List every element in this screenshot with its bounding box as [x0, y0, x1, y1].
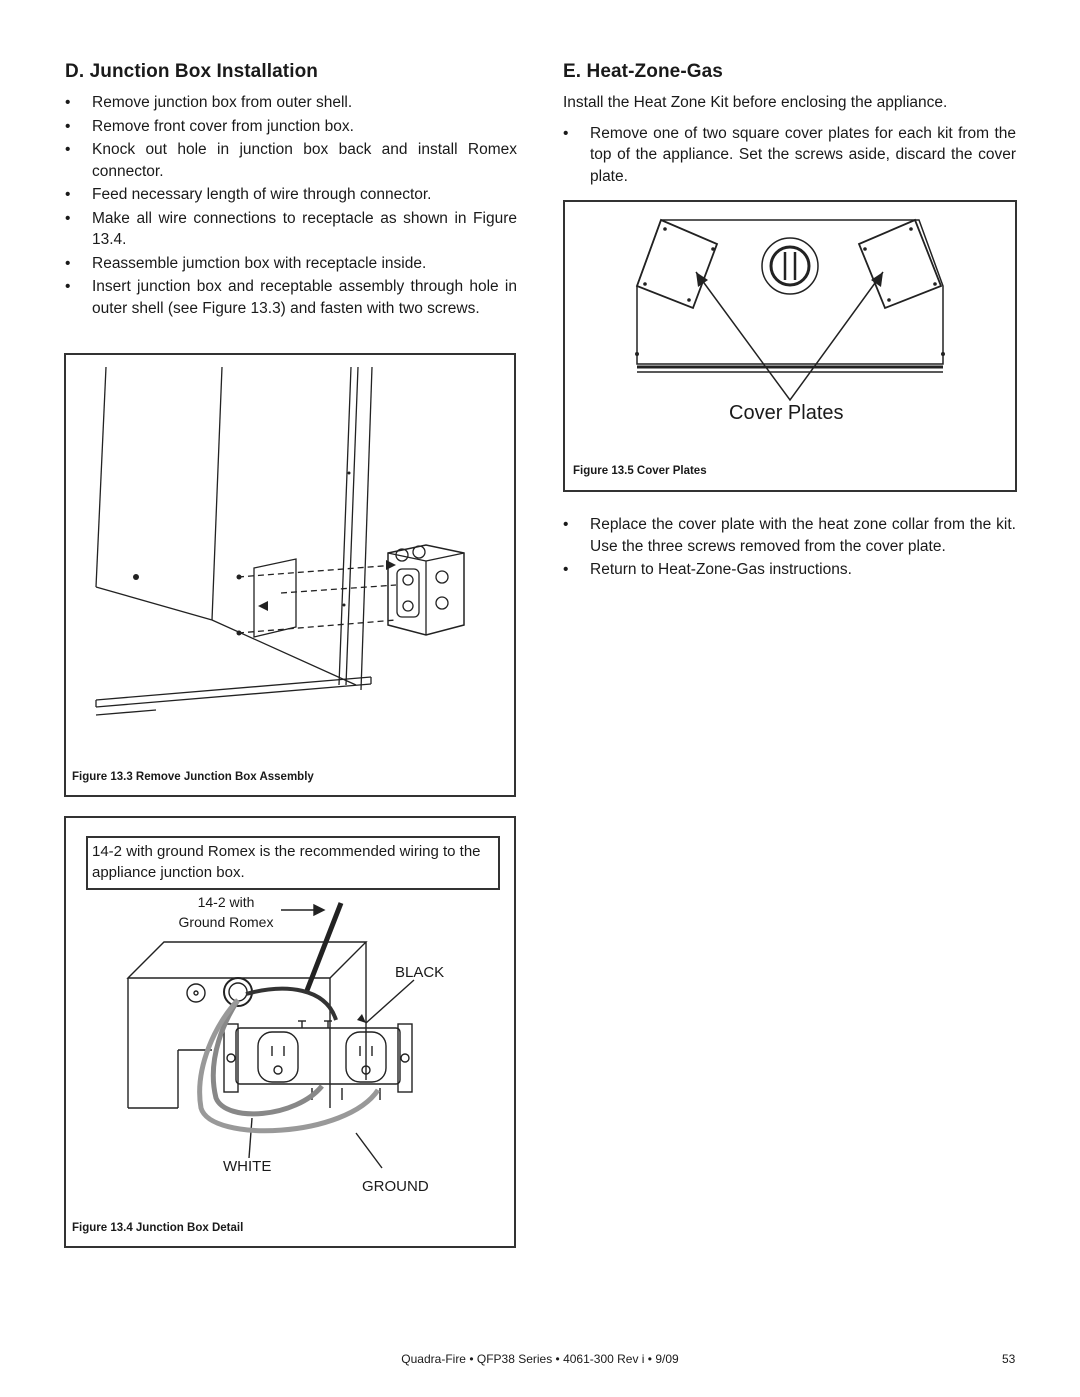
section-e-bullets-2 [563, 514, 1016, 581]
list-item: • Replace the cover plate with the heat zone collar from the kit. Use the three screws removed from the cover plate. [563, 514, 1016, 557]
cover-plates-illustration [565, 202, 1015, 490]
list-item: • Remove one of two square cover plates for each kit from the top of the appliance. Set the screws aside, discard the cover plate. [563, 123, 1016, 188]
junction-box-removal-illustration [66, 355, 514, 795]
figure-13-3-caption: Figure 13.3 Remove Junction Box Assembly [72, 771, 314, 783]
section-d-title: D. Junction Box Installation [65, 61, 318, 82]
page-number: 53 [1002, 1352, 1016, 1366]
wiring-note: 14-2 with ground Romex is the recommended wiring to the appliance junction box. [86, 836, 500, 890]
romex-label-line-1: 14-2 with [197, 894, 255, 910]
section-e-continued [563, 514, 1016, 583]
list-item: • Knock out hole in junction box back and install Romex connector. [65, 139, 517, 182]
white-wire-label: WHITE [223, 1158, 272, 1175]
footer-text: Quadra-Fire • QFP38 Series • 4061-300 Rev i • 9/09 [401, 1352, 679, 1366]
list-item: • Reassemble jumction box with receptacle inside. [65, 253, 517, 275]
romex-label-line-2: Ground Romex [178, 914, 274, 930]
section-e-bullets-1 [563, 123, 1016, 188]
section-d-bullets [65, 92, 517, 319]
list-item: • Remove junction box from outer shell. [65, 92, 517, 114]
list-item: • Feed necessary length of wire through connector. [65, 184, 517, 206]
ground-wire-label: GROUND [362, 1178, 429, 1195]
cover-plates-label: Cover Plates [729, 402, 844, 424]
figure-13-4-caption: Figure 13.4 Junction Box Detail [72, 1222, 244, 1234]
section-d [65, 61, 517, 321]
black-wire-label: BLACK [395, 964, 445, 981]
figure-13-5 [563, 200, 1017, 492]
figure-13-5-caption: Figure 13.5 Cover Plates [573, 465, 707, 477]
junction-box-wiring-diagram [66, 818, 514, 1246]
list-item: • Remove front cover from junction box. [65, 116, 517, 138]
figure-13-3 [64, 353, 516, 797]
section-e-title: E. Heat-Zone-Gas [563, 61, 723, 82]
list-item: • Insert junction box and receptable assembly through hole in outer shell (see Figure 13.3) and fasten with two screws. [65, 276, 517, 319]
section-e-intro: Install the Heat Zone Kit before enclosing the appliance. [563, 94, 948, 111]
list-item: • Return to Heat-Zone-Gas instructions. [563, 559, 1016, 581]
list-item: • Make all wire connections to receptacle as shown in Figure 13.4. [65, 208, 517, 251]
figure-13-4 [64, 816, 516, 1248]
section-e [563, 61, 1016, 189]
